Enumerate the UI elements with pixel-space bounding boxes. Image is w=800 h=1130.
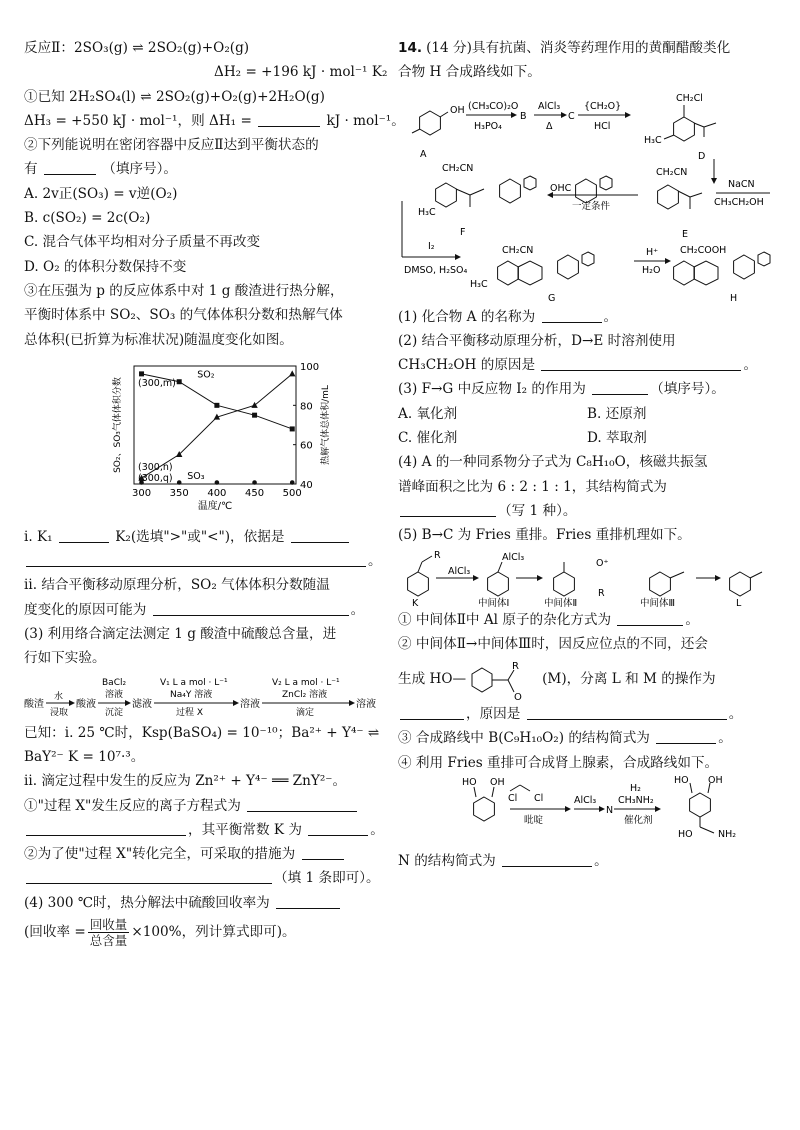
x2-tail: （填 1 条即可）。 — [274, 870, 380, 887]
x1-text: ①"过程 X"发生反应的离子方程式为 — [24, 797, 241, 814]
y-tick-label: 60 — [300, 440, 313, 452]
dioxole-ring — [582, 252, 594, 266]
atom-label: OH — [450, 104, 465, 116]
atom-label: HO — [462, 777, 477, 789]
x1-line-1 — [24, 794, 382, 818]
fraction-numerator: 回收量 — [89, 917, 128, 933]
item-3-line-3: 总体积(已折算为标准状况)随温度变化如图。 — [24, 331, 293, 348]
reagent-label: 一定条件 — [572, 200, 611, 212]
period: 。 — [685, 611, 700, 628]
answer-blank[interactable] — [59, 528, 109, 543]
point-annotation: (300,n) — [138, 461, 173, 473]
item-3-line-2: 平衡时体系中 SO₂、SO₃ 的气体体积分数和热解气体 — [24, 307, 343, 324]
flow-label: BaCl₂ — [102, 677, 127, 688]
reagent-label: H₂O — [642, 264, 661, 276]
atom-label: Cl — [508, 793, 518, 805]
answer-blank[interactable] — [26, 552, 366, 567]
p4-tail: （写 1 种）。 — [498, 502, 577, 519]
atom-label: HO — [678, 829, 693, 841]
x1-line-2 — [24, 818, 382, 842]
data-point — [252, 480, 257, 485]
q-ii-text: 度变化的原因可能为 — [24, 601, 147, 618]
item-1-text: ΔH₃ = +550 kJ · mol⁻¹，则 ΔH₁ = — [24, 112, 252, 129]
flow-label: V₂ L a mol · L⁻¹ — [272, 677, 340, 688]
temperature-chart — [24, 356, 382, 521]
series-label: SO₂ — [197, 369, 215, 381]
q-ii-line-1: ⅱ. 结合平衡移动原理分析，SO₂ 气体体积分数随温 — [24, 577, 330, 594]
group-label: CH₂CN — [442, 162, 474, 174]
known-line-2: BaY²⁻ K = 10⁷·³。 — [24, 748, 145, 765]
q4-line-1 — [24, 891, 382, 915]
flow-label: 水 — [54, 691, 64, 702]
reagent-label: H₃PO₄ — [474, 120, 502, 132]
x-tick-label: 400 — [207, 487, 227, 499]
answer-blank[interactable] — [542, 308, 602, 323]
answer-blank[interactable] — [400, 705, 464, 720]
atom-label: R — [598, 587, 605, 599]
x-tick-label: 500 — [282, 487, 302, 499]
item-2-line-1: ②下列能说明在密闭容器中反应Ⅱ达到平衡状态的 — [24, 137, 319, 154]
n-text: N 的结构简式为 — [398, 853, 496, 870]
known-line-1: 已知：ⅰ. 25 ℃时，Ksp(BaSO₄) = 10⁻¹⁰；Ba²⁺ + Y⁴⁻ ⇌ — [24, 724, 380, 741]
flow-step: 滤液 — [132, 698, 152, 710]
reagent-label: AlCl₃ — [448, 565, 471, 577]
data-point — [290, 426, 295, 431]
dioxole-ring — [758, 252, 770, 266]
data-point — [290, 480, 295, 485]
answer-blank[interactable] — [400, 502, 496, 517]
p1 — [398, 305, 776, 329]
compound-label: L — [736, 597, 742, 609]
item-2-text: 有 — [24, 161, 38, 178]
option-b: B. c(SO₂) = 2c(O₂) — [24, 210, 151, 227]
point-annotation: (300,q) — [138, 472, 173, 484]
dioxole-ring — [600, 176, 612, 190]
compound-label: N — [606, 805, 614, 817]
fraction-denominator: 总含量 — [89, 933, 128, 949]
option-d: D. 萃取剂 — [587, 430, 647, 447]
flow-step: 溶液 — [240, 698, 260, 710]
group-label: H₃C — [418, 206, 436, 218]
intermediate-label: 中间体Ⅲ — [640, 597, 676, 609]
option-c: C. 催化剂 — [398, 430, 458, 447]
benzene-ring — [436, 183, 457, 207]
atom-label: AlCl₃ — [502, 551, 525, 563]
item-1-line-1: ①已知 2H₂SO₄(l) ⇌ 2SO₂(g)+O₂(g)+2H₂O(g) — [24, 88, 325, 105]
f2-pre: 生成 HO— — [398, 671, 467, 688]
compound-label: G — [548, 292, 556, 304]
answer-blank[interactable] — [541, 356, 741, 371]
group-label: CH₂Cl — [676, 92, 703, 104]
q-i-line-2 — [24, 549, 382, 573]
period: 。 — [728, 706, 743, 723]
q4-pre: (回收率 = — [24, 924, 86, 941]
flow-label: 滴定 — [296, 707, 315, 718]
chart-marks — [138, 370, 295, 485]
option-a: A. 氧化剂 — [398, 405, 458, 422]
f2-post: (M)，分离 L 和 M 的操作为 — [542, 671, 716, 688]
benzene-ring — [674, 117, 695, 141]
flow-step: 溶液 — [356, 698, 376, 710]
benzene-ring — [658, 185, 679, 209]
reagent-label: AlCl₃ — [538, 100, 561, 112]
x-axis-label: 温度/℃ — [197, 500, 233, 512]
p4-line-1: (4) A 的一种同系物分子式为 C₈H₁₀O，核磁共振氢 — [398, 454, 708, 471]
item-3-line-1: ③在压强为 p 的反应体系中对 1 g 酸渣进行热分解， — [24, 282, 344, 299]
benzene-ring — [498, 261, 519, 285]
option-b: B. 还原剂 — [587, 405, 647, 422]
q-ii-line-2 — [24, 598, 382, 622]
item-2-tail: （填序号）。 — [102, 161, 178, 178]
benzene-ring — [408, 572, 429, 596]
answer-blank[interactable] — [592, 380, 648, 395]
answer-blank[interactable] — [44, 160, 96, 175]
period: 。 — [594, 853, 608, 870]
y-tick-label: 100 — [300, 361, 320, 373]
flow-step: 酸渣 — [24, 698, 44, 710]
flow-label: 溶液 — [105, 689, 124, 700]
y-tick-label: 80 — [300, 401, 313, 413]
period: 。 — [350, 601, 365, 618]
item-1-line-2 — [24, 109, 405, 133]
n-question — [398, 849, 776, 873]
benzene-ring — [474, 797, 495, 821]
q14-text: (14 分)具有抗菌、消炎等药理作用的黄酮醋酸类化 — [426, 40, 731, 56]
answer-blank[interactable] — [656, 729, 716, 744]
data-point — [139, 371, 144, 376]
flow-label: 过程 X — [176, 707, 204, 718]
reagent-label: H⁺ — [646, 246, 659, 258]
period: 。 — [743, 357, 758, 374]
compound-label: E — [682, 228, 689, 240]
f3 — [398, 726, 776, 750]
group-label: OHC — [550, 182, 572, 194]
group-label: CH₂CN — [502, 244, 534, 256]
f2-line-3 — [398, 702, 776, 726]
flow-label: 沉淀 — [105, 707, 124, 718]
p3-tail: （填序号）。 — [650, 381, 725, 398]
atom-label: NH₂ — [718, 829, 737, 841]
reagent-label: NaCN — [728, 178, 755, 190]
compound-label: K — [412, 597, 419, 609]
p4-line-3 — [398, 499, 776, 523]
item-1-unit: kJ · mol⁻¹。 — [326, 112, 405, 129]
benzene-ring — [554, 572, 575, 596]
p3 — [398, 377, 776, 401]
answer-blank[interactable] — [276, 894, 340, 909]
answer-blank[interactable] — [26, 869, 272, 884]
benzene-ring — [674, 261, 695, 285]
reagent-label: CH₃NH₂ — [618, 795, 654, 807]
left-column — [24, 36, 405, 949]
benzene-ring — [500, 179, 521, 203]
atom-label: HO — [674, 775, 689, 787]
right-column — [398, 36, 776, 873]
recovery-fraction — [88, 917, 130, 948]
reagent-label: HCl — [594, 120, 611, 132]
series-label: SO₃ — [187, 470, 205, 482]
q14-line-1 — [398, 36, 776, 60]
f1-text: ① 中间体Ⅱ中 Al 原子的杂化方式为 — [398, 611, 612, 628]
answer-blank[interactable] — [258, 112, 320, 127]
q4-post: ×100%，列计算式即可)。 — [131, 924, 296, 941]
reagent-label: I₂ — [428, 240, 435, 252]
q4-line-2 — [24, 915, 382, 949]
flow-label: ZnCl₂ 溶液 — [282, 689, 328, 700]
compound-label: B — [520, 110, 527, 122]
compound-label: C — [568, 110, 575, 122]
q-i-k1: ⅰ. K₁ — [24, 528, 53, 545]
titration-flow — [24, 673, 382, 719]
dioxole-ring — [524, 176, 536, 190]
atom-label: O — [514, 691, 522, 703]
period: 。 — [368, 553, 382, 570]
reagent-label: (CH₃CO)₂O — [468, 100, 519, 112]
p3-options — [398, 402, 776, 451]
group-label: CH₂CN — [656, 166, 688, 178]
reagent-label: DMSO, H₂SO₄ — [404, 264, 468, 276]
answer-blank[interactable] — [527, 705, 727, 720]
group-label: CH₂COOH — [680, 244, 727, 256]
answer-blank[interactable] — [302, 845, 344, 860]
benzene-ring — [690, 793, 711, 817]
p3-text: (3) F→G 中反应物 I₂ 的作用为 — [398, 381, 586, 398]
benzene-ring — [730, 572, 751, 596]
data-point — [177, 480, 182, 485]
reagent-label: 催化剂 — [624, 815, 653, 827]
adrenaline-scheme — [398, 775, 776, 841]
atom-label: R — [434, 549, 441, 561]
q4-text: (4) 300 ℃时，热分解法中硫酸回收率为 — [24, 894, 270, 911]
compound-label: A — [420, 148, 427, 160]
answer-blank[interactable] — [308, 821, 368, 836]
q3-line-1: (3) 利用络合滴定法测定 1 g 酸渣中硫酸总含量，进 — [24, 626, 337, 643]
answer-blank[interactable] — [291, 528, 349, 543]
synthesis-scheme — [398, 87, 776, 305]
reagent-label: CH₃CH₂OH — [714, 196, 764, 208]
x2-text: ②为了使"过程 X"转化完全，可采取的措施为 — [24, 846, 296, 863]
f4: ④ 利用 Fries 重排可合成肾上腺素，合成路线如下。 — [398, 754, 719, 771]
atom-label: OH — [708, 775, 723, 787]
compound-label: H — [730, 292, 738, 304]
q-i-tail: K₂(选填">"或"<")，依据是 — [115, 528, 285, 545]
compound-label: F — [460, 226, 466, 238]
benzene-ring — [488, 572, 509, 596]
atom-label: OH — [490, 777, 505, 789]
f1 — [398, 608, 776, 632]
intermediate-label: 中间体Ⅱ — [544, 597, 578, 609]
q3-line-2: 行如下实验。 — [24, 650, 106, 667]
flow-step: 酸液 — [76, 698, 96, 710]
item-2-line-2 — [24, 157, 382, 181]
answer-blank[interactable] — [26, 821, 186, 836]
p4-line-2: 谱峰面积之比为 6 : 2 : 1 : 1，其结构简式为 — [398, 478, 667, 495]
answer-blank[interactable] — [502, 852, 592, 867]
known-line-3: ⅱ. 滴定过程中发生的反应为 Zn²⁺ + Y⁴⁻ ══ ZnY²⁻。 — [24, 773, 347, 790]
group-label: H₃C — [644, 134, 662, 146]
fries-mechanism — [398, 548, 776, 608]
reagent-label: {CH₂O} — [584, 100, 622, 112]
question-number: 14. — [398, 40, 423, 56]
x-tick-label: 450 — [245, 487, 265, 499]
option-a: A. 2v正(SO₃) = v逆(O₂) — [24, 185, 178, 202]
f3-text: ③ 合成路线中 B(C₉H₁₀O₂) 的结构简式为 — [398, 730, 650, 747]
flow-label: 浸取 — [50, 707, 69, 718]
benzene-ring — [558, 255, 579, 279]
answer-blank[interactable] — [153, 601, 349, 616]
p2-line-1: (2) 结合平衡移动原理分析，D→E 时溶剂使用 — [398, 332, 676, 349]
point-annotation: (300,m) — [138, 377, 176, 389]
x2-line-2 — [24, 866, 382, 890]
benzene-ring — [420, 111, 441, 135]
period: 。 — [370, 821, 384, 838]
p5-line-1: (5) B→C 为 Fries 重排。Fries 重排机理如下。 — [398, 527, 691, 544]
option-d: D. O₂ 的体积分数保持不变 — [24, 258, 187, 275]
benzene-ring — [650, 572, 671, 596]
q14-line-2: 合物 H 合成路线如下。 — [398, 64, 541, 81]
x2-line-1 — [24, 842, 382, 866]
f2-line-2 — [398, 656, 776, 702]
answer-blank[interactable] — [617, 611, 683, 626]
reaction-2-enthalpy: ΔH₂ = +196 kJ · mol⁻¹ K₂ — [214, 64, 388, 81]
x1-tail: ，其平衡常数 K 为 — [188, 821, 302, 838]
y-axis-label-left: SO₂、SO₃气体体积分数 — [113, 376, 123, 473]
reagent-label: Δ — [546, 120, 553, 132]
data-point — [251, 402, 257, 408]
p1-text: (1) 化合物 A 的名称为 — [398, 308, 536, 325]
data-point — [177, 379, 182, 384]
x-tick-label: 300 — [131, 487, 152, 499]
reaction-2: 反应Ⅱ：2SO₃(g) ⇌ 2SO₂(g)+O₂(g) — [24, 40, 250, 56]
q-i — [24, 525, 382, 549]
reagent-label: 吡啶 — [524, 815, 544, 827]
benzene-ring — [576, 179, 597, 203]
answer-blank[interactable] — [247, 797, 357, 812]
compound-label: D — [698, 150, 706, 162]
intermediate-label: 中间体Ⅰ — [478, 597, 510, 609]
period: 。 — [603, 308, 618, 325]
f2-line-1: ② 中间体Ⅱ→中间体Ⅲ时，因反应位点的不同，还会 — [398, 635, 708, 652]
reagent-label: AlCl₃ — [574, 795, 597, 807]
benzene-ring — [734, 255, 755, 279]
reagent-label: H₂ — [630, 783, 641, 795]
atom-label: O⁺ — [596, 557, 609, 569]
data-point — [252, 413, 257, 418]
period: 。 — [718, 730, 732, 747]
group-label: H₃C — [470, 278, 488, 290]
atom-label: Cl — [534, 793, 544, 805]
p2-line-2 — [398, 353, 776, 377]
f2-reason: ，原因是 — [466, 706, 521, 723]
y-axis-label-right: 热解气体总体积/mL — [321, 384, 331, 465]
data-point — [289, 370, 295, 376]
y-tick-label: 40 — [300, 479, 313, 491]
atom-label: R — [512, 660, 520, 672]
data-point — [214, 403, 219, 408]
option-c: C. 混合气体平均相对分子质量不再改变 — [24, 234, 261, 251]
m-structure — [466, 660, 542, 703]
flow-label: V₁ L a mol · L⁻¹ — [160, 677, 228, 688]
data-point — [215, 480, 220, 485]
flow-label: Na₄Y 溶液 — [170, 689, 213, 700]
p2-text: CH₃CH₂OH 的原因是 — [398, 357, 536, 374]
x-tick-label: 350 — [169, 487, 189, 499]
